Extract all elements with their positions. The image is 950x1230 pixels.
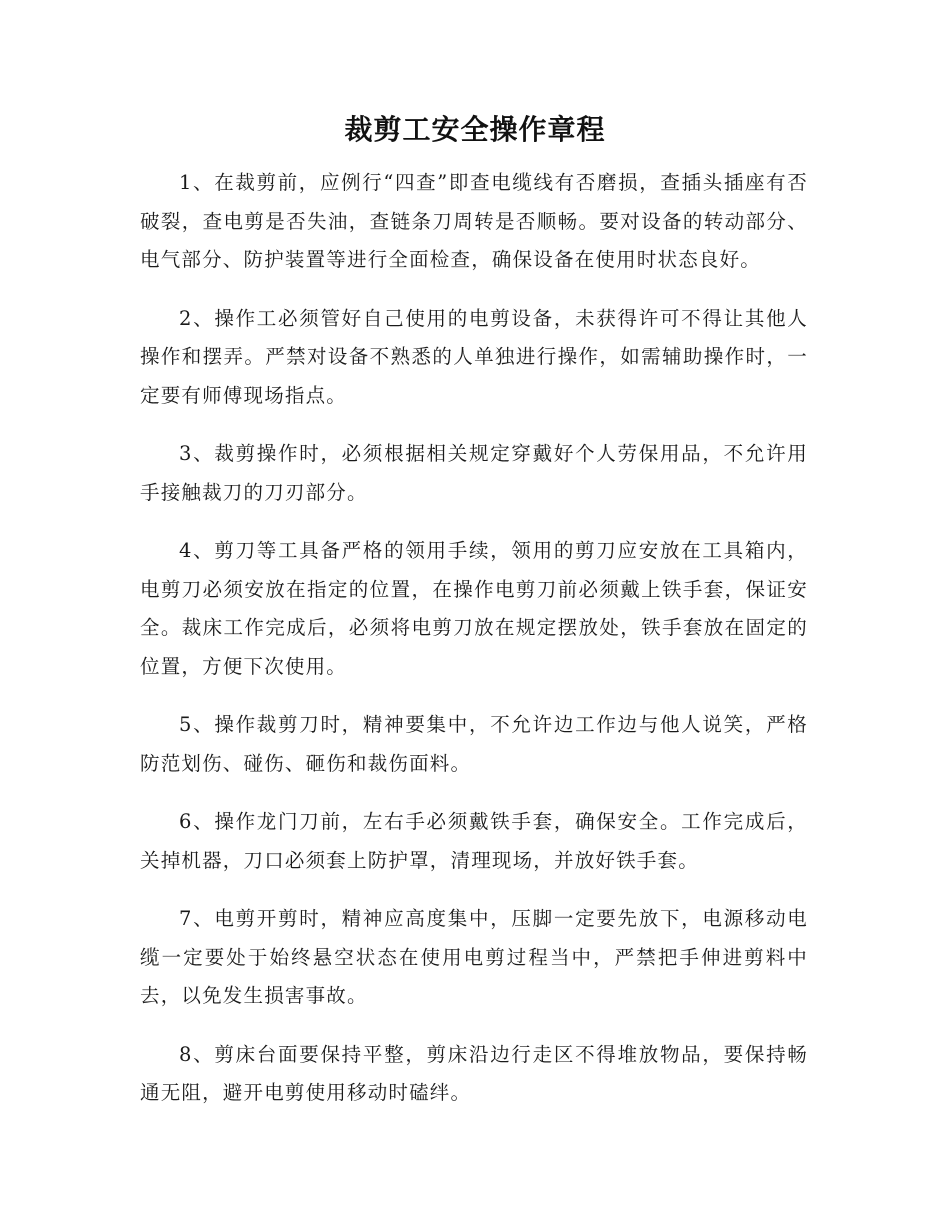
document-title: 裁剪工安全操作章程 [344, 113, 606, 146]
paragraph-8: 8、剪床台面要保持平整，剪床沿边行走区不得堆放物品，要保持畅通无阻，避开电剪使用移动时磕绊。 [140, 1042, 808, 1104]
paragraph-5: 5、操作裁剪刀时，精神要集中，不允许边工作边与他人说笑，严格防范划伤、碰伤、砸伤和裁伤面料。 [140, 713, 808, 775]
paragraph-7: 7、电剪开剪时，精神应高度集中，压脚一定要先放下，电源移动电缆一定要处于始终悬空状态在使用电剪过程当中，严禁把手伸进剪料中去，以免发生损害事故。 [140, 907, 808, 1007]
paragraph-3: 3、裁剪操作时，必须根据相关规定穿戴好个人劳保用品，不允许用手接触裁刀的刀刃部分。 [140, 442, 808, 504]
paragraph-6: 6、操作龙门刀前，左右手必须戴铁手套，确保安全。工作完成后，关掉机器，刀口必须套上防护罩，清理现场，并放好铁手套。 [140, 810, 808, 872]
paragraph-1: 1、在裁剪前，应例行“四查”即查电缆线有否磨损，查插头插座有否破裂，查电剪是否失油，查链条刀周转是否顺畅。要对设备的转动部分、电气部分、防护装置等进行全面检查，确保设备在使用时状态良好。 [140, 171, 808, 271]
paragraph-4: 4、剪刀等工具备严格的领用手续，领用的剪刀应安放在工具箱内，电剪刀必须安放在指定的位置，在操作电剪刀前必须戴上铁手套，保证安全。裁床工作完成后，必须将电剪刀放在规定摆放处，铁手套放在固定的位置，方便下次使用。 [140, 539, 808, 678]
paragraph-2: 2、操作工必须管好自己使用的电剪设备，未获得许可不得让其他人操作和摆弄。严禁对设备不熟悉的人单独进行操作，如需辅助操作时，一定要有师傅现场指点。 [140, 306, 808, 407]
document-body [140, 164, 808, 1133]
